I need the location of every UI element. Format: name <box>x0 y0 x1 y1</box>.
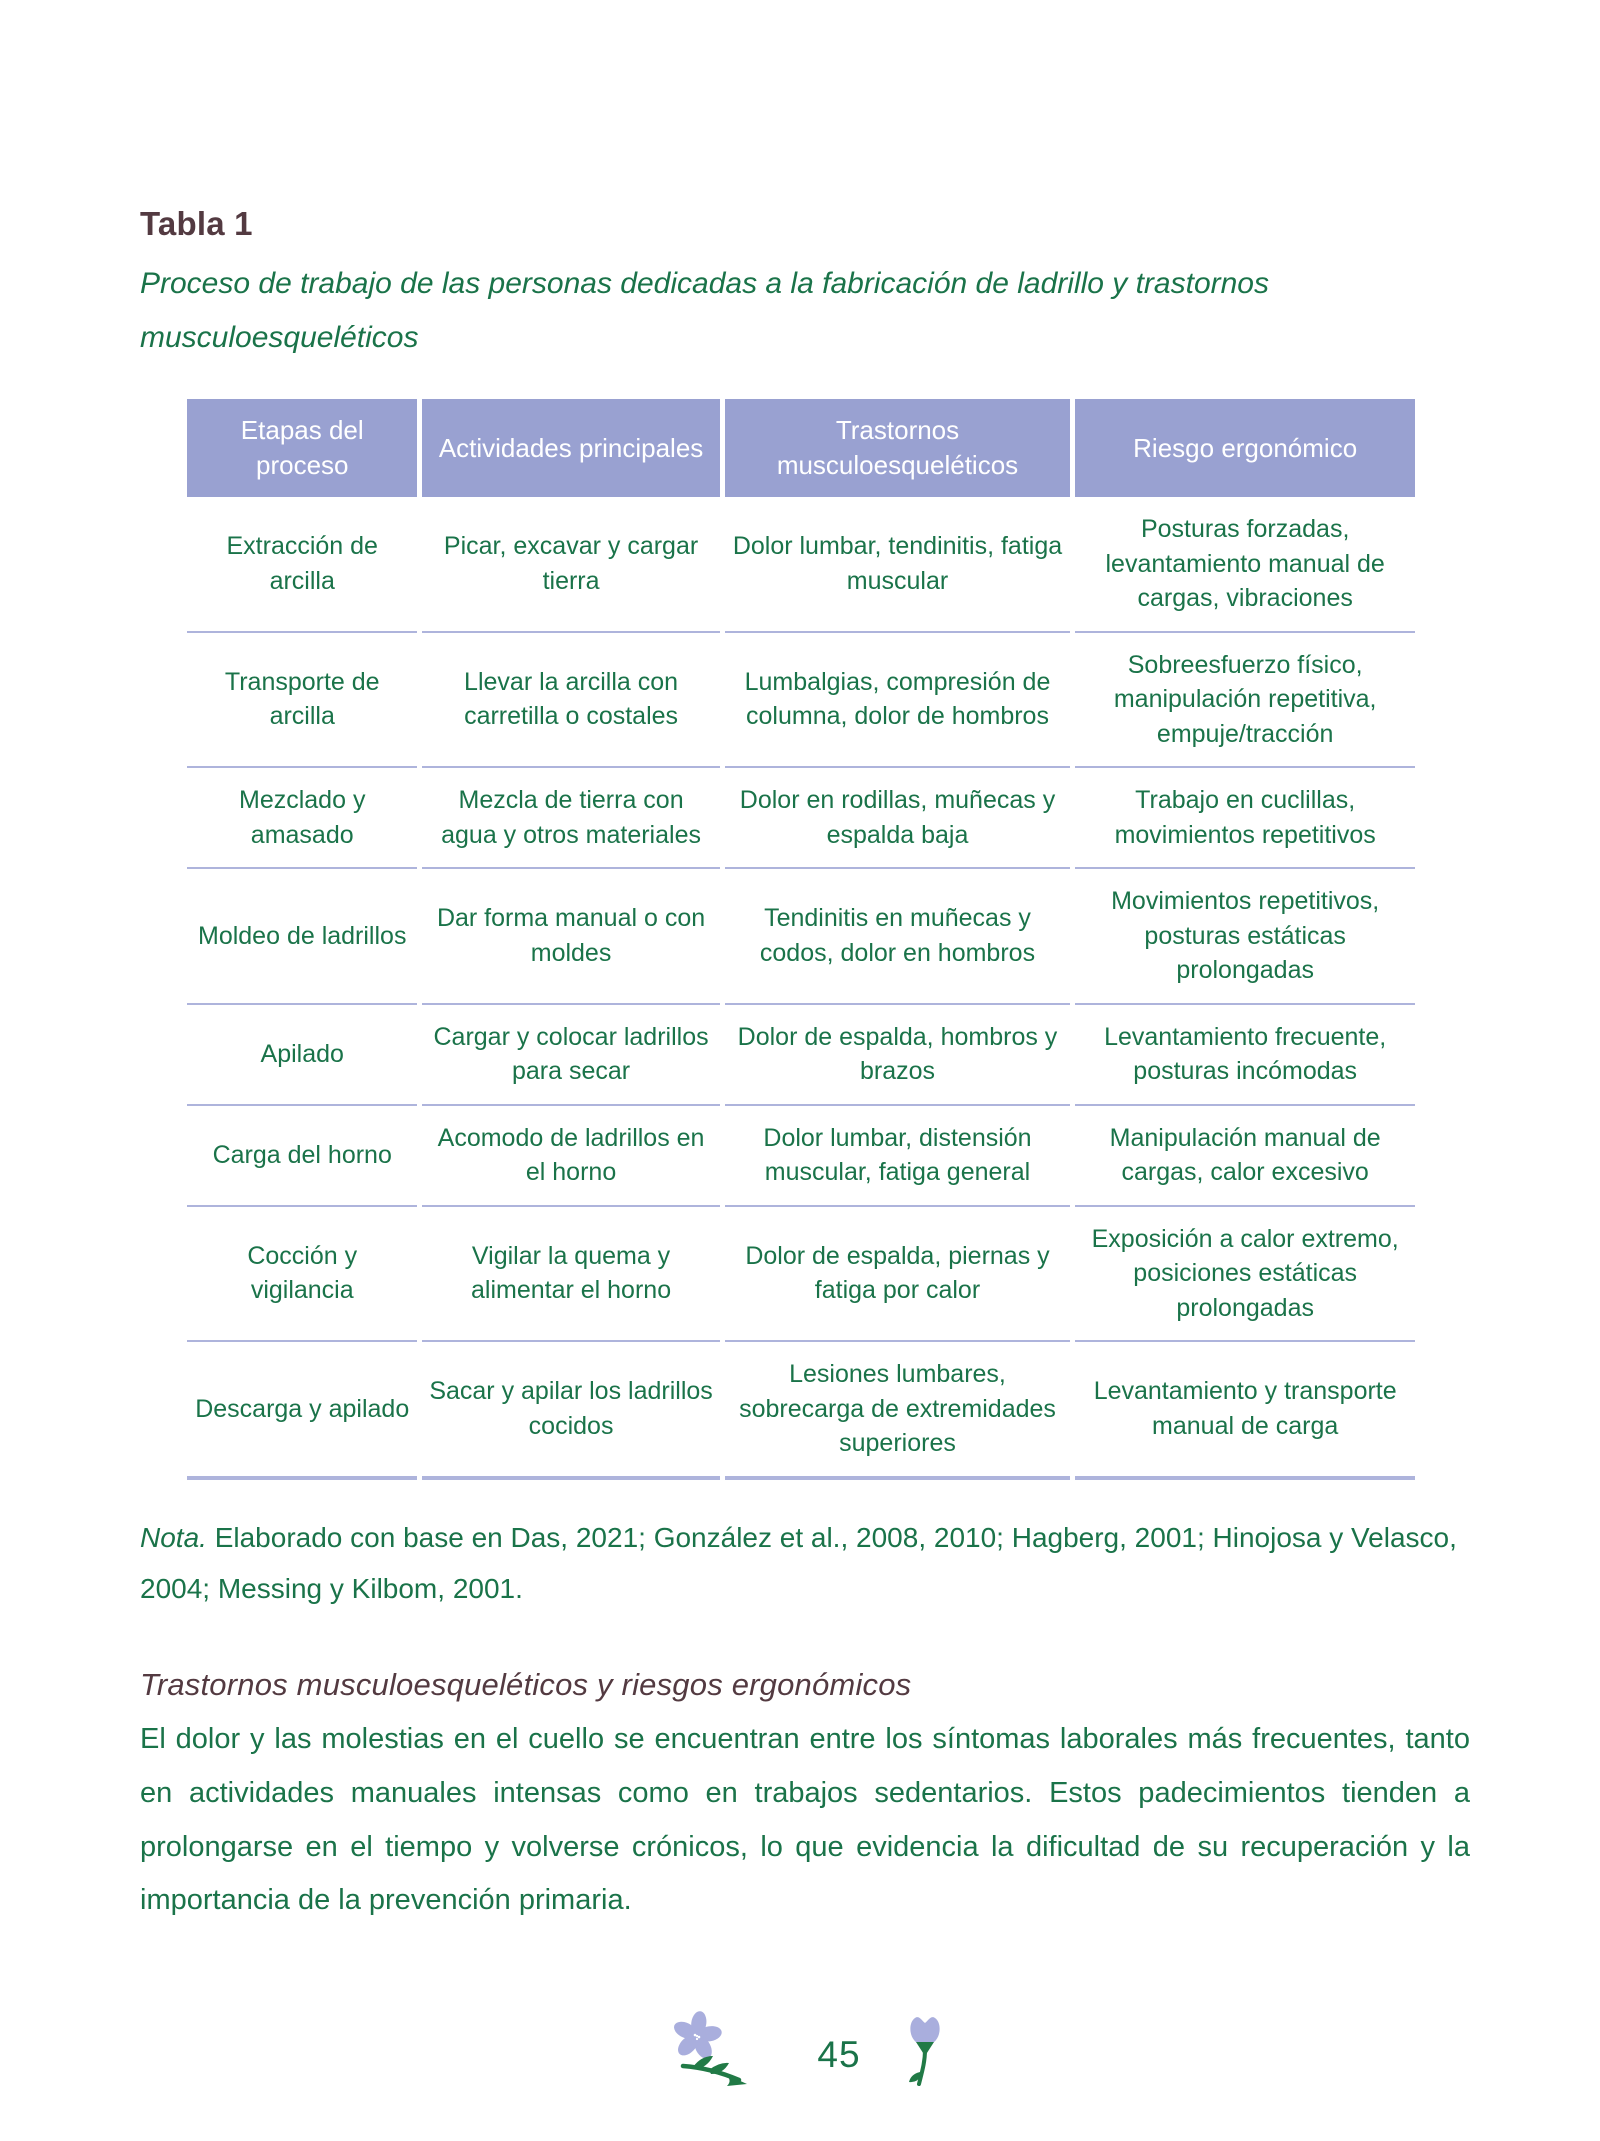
cell-trastornos: Dolor lumbar, tendinitis, fatiga muscular <box>725 497 1071 633</box>
table-row <box>187 1342 1415 1480</box>
cell-riesgo: Levantamiento y transporte manual de carga <box>1075 1342 1415 1480</box>
cell-actividades: Dar forma manual o con moldes <box>422 869 719 1005</box>
cell-riesgo: Levantamiento frecuente, posturas incómodas <box>1075 1005 1415 1106</box>
cell-riesgo: Exposición a calor extremo, posiciones estáticas prolongadas <box>1075 1207 1415 1343</box>
column-header-trastornos: Trastornos musculoesqueléticos <box>725 399 1071 497</box>
cell-riesgo: Trabajo en cuclillas, movimientos repetitivos <box>1075 768 1415 869</box>
cell-trastornos: Dolor de espalda, hombros y brazos <box>725 1005 1071 1106</box>
flax-flower-leaf-sprig-icon <box>663 2010 775 2101</box>
cell-trastornos: Tendinitis en muñecas y codos, dolor en hombros <box>725 869 1071 1005</box>
cell-riesgo: Posturas forzadas, levantamiento manual de cargas, vibraciones <box>1075 497 1415 633</box>
cell-actividades: Mezcla de tierra con agua y otros materiales <box>422 768 719 869</box>
table-row <box>187 869 1415 1005</box>
cell-riesgo: Movimientos repetitivos, posturas estáticas prolongadas <box>1075 869 1415 1005</box>
cell-actividades: Sacar y apilar los ladrillos cocidos <box>422 1342 719 1480</box>
tulip-icon <box>903 2010 947 2101</box>
note-label: Nota. <box>140 1521 207 1553</box>
column-header-riesgo: Riesgo ergonómico <box>1075 399 1415 497</box>
table-label: Tabla 1 <box>140 205 253 242</box>
table-row <box>187 768 1415 869</box>
cell-actividades: Cargar y colocar ladrillos para secar <box>422 1005 719 1106</box>
cell-etapa: Descarga y apilado <box>187 1342 417 1480</box>
column-header-actividades: Actividades principales <box>422 399 719 497</box>
cell-riesgo: Sobreesfuerzo físico, manipulación repetitiva, empuje/tracción <box>1075 633 1415 769</box>
cell-actividades: Acomodo de ladrillos en el horno <box>422 1106 719 1207</box>
page-footer <box>140 2010 1470 2101</box>
cell-trastornos: Dolor de espalda, piernas y fatiga por calor <box>725 1207 1071 1343</box>
cell-etapa: Cocción y vigilancia <box>187 1207 417 1343</box>
section-paragraph: El dolor y las molestias en el cuello se encuentran entre los síntomas laborales más frecuentes, tanto en actividades manuales intensas como en trabajos sedentarios. Estos padecimientos tienden a prolongarse en el tiempo y volverse crónicos, lo que evidencia la dificultad de su recuperación y la importancia de la prevención primaria. <box>140 1723 1470 1917</box>
cell-etapa: Moldeo de ladrillos <box>187 869 417 1005</box>
process-table <box>182 399 1420 1480</box>
page-number: 45 <box>817 2034 861 2076</box>
table-body <box>187 497 1415 1480</box>
cell-etapa: Apilado <box>187 1005 417 1106</box>
table-header-row <box>187 399 1415 497</box>
cell-actividades: Llevar la arcilla con carretilla o costales <box>422 633 719 769</box>
cell-riesgo: Manipulación manual de cargas, calor excesivo <box>1075 1106 1415 1207</box>
cell-etapa: Transporte de arcilla <box>187 633 417 769</box>
cell-etapa: Carga del horno <box>187 1106 417 1207</box>
cell-actividades: Picar, excavar y cargar tierra <box>422 497 719 633</box>
table-note <box>140 1512 1470 1616</box>
note-text: Elaborado con base en Das, 2021; González et al., 2008, 2010; Hagberg, 2001; Hinojosa y Velasco, 2004; Messing y Kilbom, 2001. <box>140 1521 1457 1605</box>
cell-trastornos: Lumbalgias, compresión de columna, dolor de hombros <box>725 633 1071 769</box>
table-row <box>187 1005 1415 1106</box>
section-heading: Trastornos musculoesqueléticos y riesgos ergonómicos <box>140 1667 912 1703</box>
table-header <box>187 399 1415 497</box>
cell-trastornos: Dolor en rodillas, muñecas y espalda baja <box>725 768 1071 869</box>
cell-etapa: Extracción de arcilla <box>187 497 417 633</box>
table-caption: Proceso de trabajo de las personas dedicadas a la fabricación de ladrillo y trastornos musculoesqueléticos <box>140 267 1269 354</box>
table-row <box>187 1106 1415 1207</box>
table-row <box>187 1207 1415 1343</box>
cell-trastornos: Dolor lumbar, distensión muscular, fatiga general <box>725 1106 1071 1207</box>
table-row <box>187 497 1415 633</box>
cell-trastornos: Lesiones lumbares, sobrecarga de extremidades superiores <box>725 1342 1071 1480</box>
cell-actividades: Vigilar la quema y alimentar el horno <box>422 1207 719 1343</box>
cell-etapa: Mezclado y amasado <box>187 768 417 869</box>
column-header-etapas: Etapas del proceso <box>187 399 417 497</box>
table-row <box>187 633 1415 769</box>
